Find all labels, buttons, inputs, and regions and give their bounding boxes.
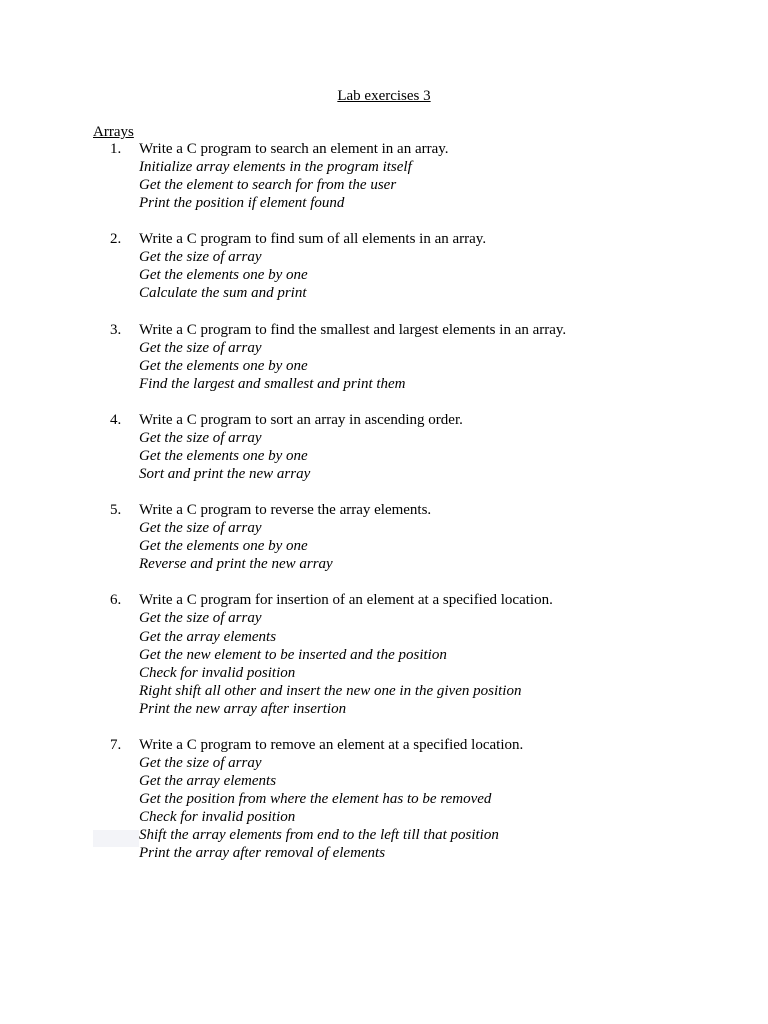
exercise-step: Get the elements one by one	[139, 267, 308, 284]
exercise-step: Shift the array elements from end to the left till that position	[139, 827, 499, 844]
exercise-number: 7.	[110, 736, 122, 753]
exercise-step: Right shift all other and insert the new one in the given position	[139, 682, 522, 699]
exercise-item	[93, 321, 733, 393]
exercise-item	[93, 140, 733, 212]
exercise-item	[93, 411, 733, 483]
exercise-number: 2.	[110, 231, 122, 248]
exercise-text: Write a C program for insertion of an element at a specified location.	[139, 592, 553, 609]
exercise-step: Get the position from where the element has to be removed	[139, 791, 492, 808]
exercise-text: Write a C program to reverse the array elements.	[139, 502, 432, 519]
exercise-item	[93, 591, 733, 718]
exercise-text: Write a C program to sort an array in ascending order.	[139, 411, 463, 428]
exercise-number: 1.	[110, 141, 122, 157]
exercise-step: Get the elements one by one	[139, 447, 308, 464]
exercise-step: Get the elements one by one	[139, 538, 308, 555]
exercise-step: Get the new element to be inserted and the position	[139, 646, 447, 663]
exercise-step: Sort and print the new array	[139, 466, 311, 483]
exercise-step: Print the array after removal of elements	[139, 845, 386, 862]
exercise-step: Reverse and print the new array	[139, 556, 333, 573]
exercise-step: Get the size of array	[139, 249, 262, 266]
exercise-item	[93, 230, 733, 302]
exercise-text: Write a C program to find the smallest and largest elements in an array.	[139, 321, 567, 338]
exercise-item	[93, 501, 733, 573]
exercise-step: Get the size of array	[139, 754, 262, 771]
exercise-number: 6.	[110, 592, 122, 609]
exercise-step: Get the size of array	[139, 610, 262, 627]
exercise-step: Initialize array elements in the program itself	[139, 159, 412, 175]
exercise-step: Get the size of array	[139, 520, 262, 537]
exercise-step: Check for invalid position	[139, 809, 296, 826]
exercise-step: Get the element to search for from the user	[139, 177, 397, 194]
exercise-step: Calculate the sum and print	[139, 285, 307, 302]
exercise-list	[93, 140, 733, 881]
exercise-step: Get the size of array	[139, 429, 262, 446]
exercise-number: 4.	[110, 411, 122, 428]
exercise-step: Print the new array after insertion	[139, 700, 347, 717]
section-heading: Arrays	[93, 124, 134, 140]
exercise-step: Get the array elements	[139, 628, 277, 645]
exercise-step: Get the elements one by one	[139, 357, 308, 374]
exercise-step: Check for invalid position	[139, 664, 296, 681]
exercise-number: 5.	[110, 502, 122, 519]
exercise-text: Write a C program to find sum of all elements in an array.	[139, 231, 487, 248]
exercise-step: Find the largest and smallest and print them	[139, 375, 406, 392]
exercise-step: Get the size of array	[139, 339, 262, 356]
exercise-number: 3.	[110, 321, 122, 338]
exercise-step: Get the array elements	[139, 773, 277, 790]
exercise-text: Write a C program to search an element in an array.	[139, 141, 449, 157]
exercise-text: Write a C program to remove an element at a specified location.	[139, 736, 524, 753]
document-title: Lab exercises 3	[337, 88, 431, 104]
exercise-item	[93, 736, 733, 863]
exercise-step: Print the position if element found	[139, 195, 345, 212]
